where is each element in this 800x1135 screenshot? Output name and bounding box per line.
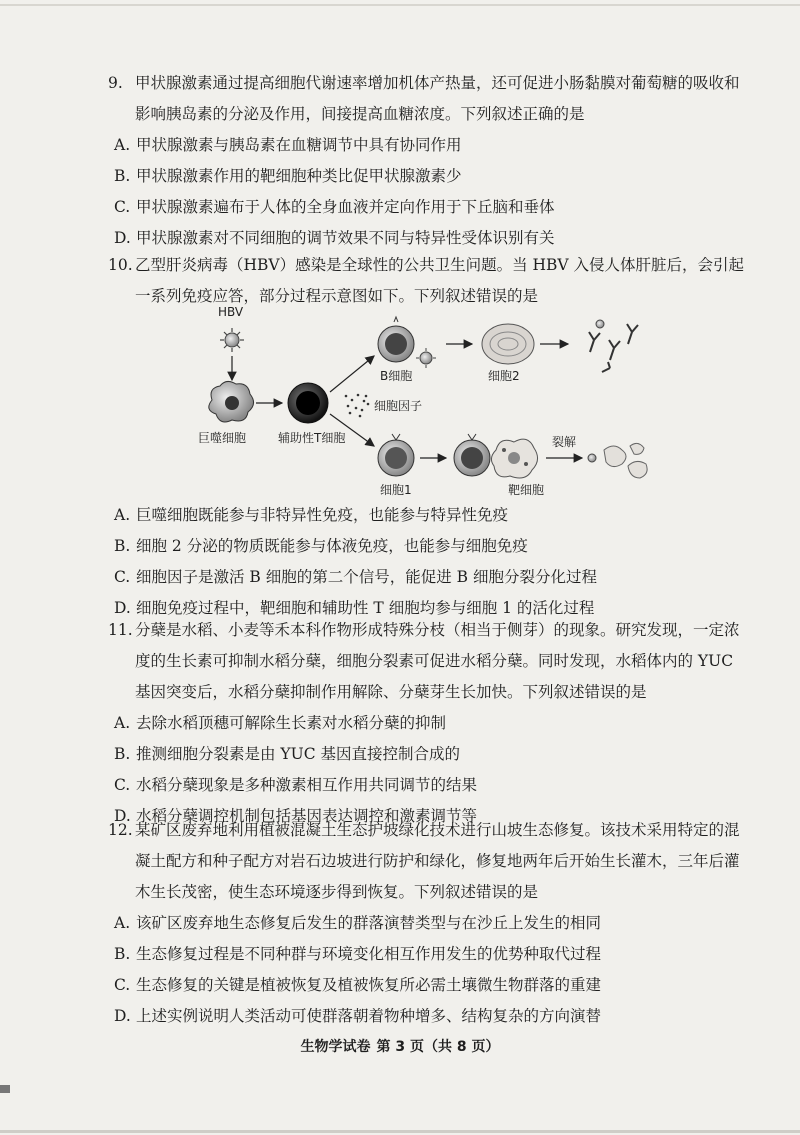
hbv-virus-icon [596, 320, 604, 328]
question-number: 12. [108, 821, 133, 839]
cytokine-dots-icon [345, 394, 370, 418]
b-cell-label: B细胞 [380, 369, 413, 383]
question-number: 11. [108, 621, 133, 639]
cytotoxic-t-cell-icon [378, 434, 414, 476]
question-text: 某矿区废弃地利用植被混凝土生态护坡绿化技术进行山坡生态修复。该技术采用特定的混凝土配方和种子配方对岩石边坡进行防护和绿化，修复地两年后开始生长灌木，三年后灌木生长茂密，使生态环境逐步得到恢复。下列叙述错误的是 [135, 821, 740, 901]
question-number: 9. [108, 74, 123, 92]
option-text: 该矿区废弃地生态修复后发生的群落演替类型与在沙丘上发生的相同 [136, 914, 602, 932]
antibody-icon [589, 324, 638, 372]
option-b [108, 531, 748, 562]
lysed-cell-fragments-icon [588, 443, 647, 478]
question-number: 10. [108, 256, 133, 274]
option-letter: A. [114, 506, 131, 524]
immune-response-diagram [190, 300, 660, 500]
helper-t-cell-label: 辅助性T细胞 [278, 431, 346, 445]
option-letter: D. [114, 229, 131, 247]
option-letter: D. [114, 599, 131, 617]
option-c [108, 192, 748, 223]
option-text: 甲状腺激素遍布于人体的全身血液并定向作用于下丘脑和垂体 [136, 198, 555, 216]
macrophage-icon [209, 381, 254, 422]
option-letter: C. [114, 568, 131, 586]
option-letter: D. [114, 807, 131, 825]
option-b [108, 739, 748, 770]
activated-cytotoxic-cell-icon [454, 434, 490, 476]
option-text: 细胞免疫过程中，靶细胞和辅助性 T 细胞均参与细胞 1 的活化过程 [136, 599, 595, 617]
option-text: 上述实例说明人类活动可使群落朝着物种增多、结构复杂的方向演替 [136, 1007, 602, 1025]
option-text: 甲状腺激素与胰岛素在血糖调节中具有协同作用 [136, 136, 462, 154]
question-11 [108, 615, 748, 832]
target-cell-icon [491, 439, 537, 478]
hbv-virus-icon [416, 348, 436, 368]
question-text: 乙型肝炎病毒（HBV）感染是全球性的公共卫生问题。当 HBV 入侵人体肝脏后，会引起一系列免疫应答，部分过程示意图如下。下列叙述错误的是 [135, 256, 745, 305]
option-a [108, 130, 748, 161]
option-a [108, 908, 748, 939]
target-cell-label: 靶细胞 [508, 483, 545, 497]
option-letter: B. [114, 537, 131, 555]
bottom-edge-line [0, 1130, 800, 1133]
plasma-cell-icon [482, 324, 534, 364]
hbv-virus-icon [220, 328, 244, 352]
option-text: 生态修复过程是不同种群与环境变化相互作用发生的优势种取代过程 [136, 945, 602, 963]
option-letter: C. [114, 776, 131, 794]
question-stem [108, 615, 748, 708]
option-b [108, 939, 748, 970]
option-letter: C. [114, 976, 131, 994]
cytokine-label: 细胞因子 [374, 399, 423, 413]
option-b [108, 161, 748, 192]
option-letter: C. [114, 198, 131, 216]
helper-t-cell-icon [288, 383, 328, 423]
option-letter: B. [114, 745, 131, 763]
option-letter: A. [114, 714, 131, 732]
option-letter: D. [114, 1007, 131, 1025]
option-text: 甲状腺激素作用的靶细胞种类比促甲状腺激素少 [136, 167, 462, 185]
option-text: 生态修复的关键是植被恢复及植被恢复所必需土壤微生物群落的重建 [136, 976, 602, 994]
option-d [108, 1001, 748, 1032]
option-letter: A. [114, 136, 131, 154]
question-text: 分蘖是水稻、小麦等禾本科作物形成特殊分枝（相当于侧芽）的现象。研究发现，一定浓度的生长素可抑制水稻分蘖，细胞分裂素可促进水稻分蘖。同时发现，水稻体内的 YUC 基因突变后，水稻分蘖抑制作用解除、分蘖芽生长加快。下列叙述错误的是 [135, 621, 740, 701]
cell1-label: 细胞1 [380, 483, 412, 497]
macrophage-label: 巨噬细胞 [198, 431, 247, 445]
option-text: 巨噬细胞既能参与非特异性免疫，也能参与特异性免疫 [136, 506, 509, 524]
option-text: 细胞 2 分泌的物质既能参与体液免疫，也能参与细胞免疫 [136, 537, 528, 555]
option-a [108, 708, 748, 739]
question-9 [108, 68, 748, 254]
option-c [108, 562, 748, 593]
hbv-label: HBV [218, 305, 244, 319]
option-c [108, 770, 748, 801]
option-text: 推测细胞分裂素是由 YUC 基因直接控制合成的 [136, 745, 461, 763]
lysis-label: 裂解 [552, 435, 577, 449]
option-text: 水稻分蘖调控机制包括基因表达调控和激素调节等 [136, 807, 478, 825]
arrow-t-to-b [330, 356, 374, 392]
page-footer [0, 1036, 800, 1056]
option-c [108, 970, 748, 1001]
question-text: 甲状腺激素通过提高细胞代谢速率增加机体产热量，还可促进小肠黏膜对葡萄糖的吸收和影响胰岛素的分泌及作用，间接提高血糖浓度。下列叙述正确的是 [135, 74, 740, 123]
question-12 [108, 815, 748, 1032]
footer-page-number: 第 3 页（共 8 页） [376, 1039, 500, 1055]
option-letter: A. [114, 914, 131, 932]
b-cell-icon [378, 317, 414, 362]
question-stem [108, 68, 748, 130]
option-a [108, 500, 748, 531]
scan-edge-mark [0, 1085, 10, 1093]
option-text: 细胞因子是激活 B 细胞的第二个信号，能促进 B 细胞分裂分化过程 [136, 568, 597, 586]
option-text: 水稻分蘖现象是多种激素相互作用共同调节的结果 [136, 776, 478, 794]
footer-subject: 生物学试卷 [300, 1039, 371, 1055]
top-edge-line [0, 4, 800, 6]
option-text: 去除水稻顶穗可解除生长素对水稻分蘖的抑制 [136, 714, 447, 732]
cell2-label: 细胞2 [488, 369, 520, 383]
question-stem [108, 815, 748, 908]
option-letter: B. [114, 167, 131, 185]
option-text: 甲状腺激素对不同细胞的调节效果不同与特异性受体识别有关 [136, 229, 555, 247]
option-letter: B. [114, 945, 131, 963]
